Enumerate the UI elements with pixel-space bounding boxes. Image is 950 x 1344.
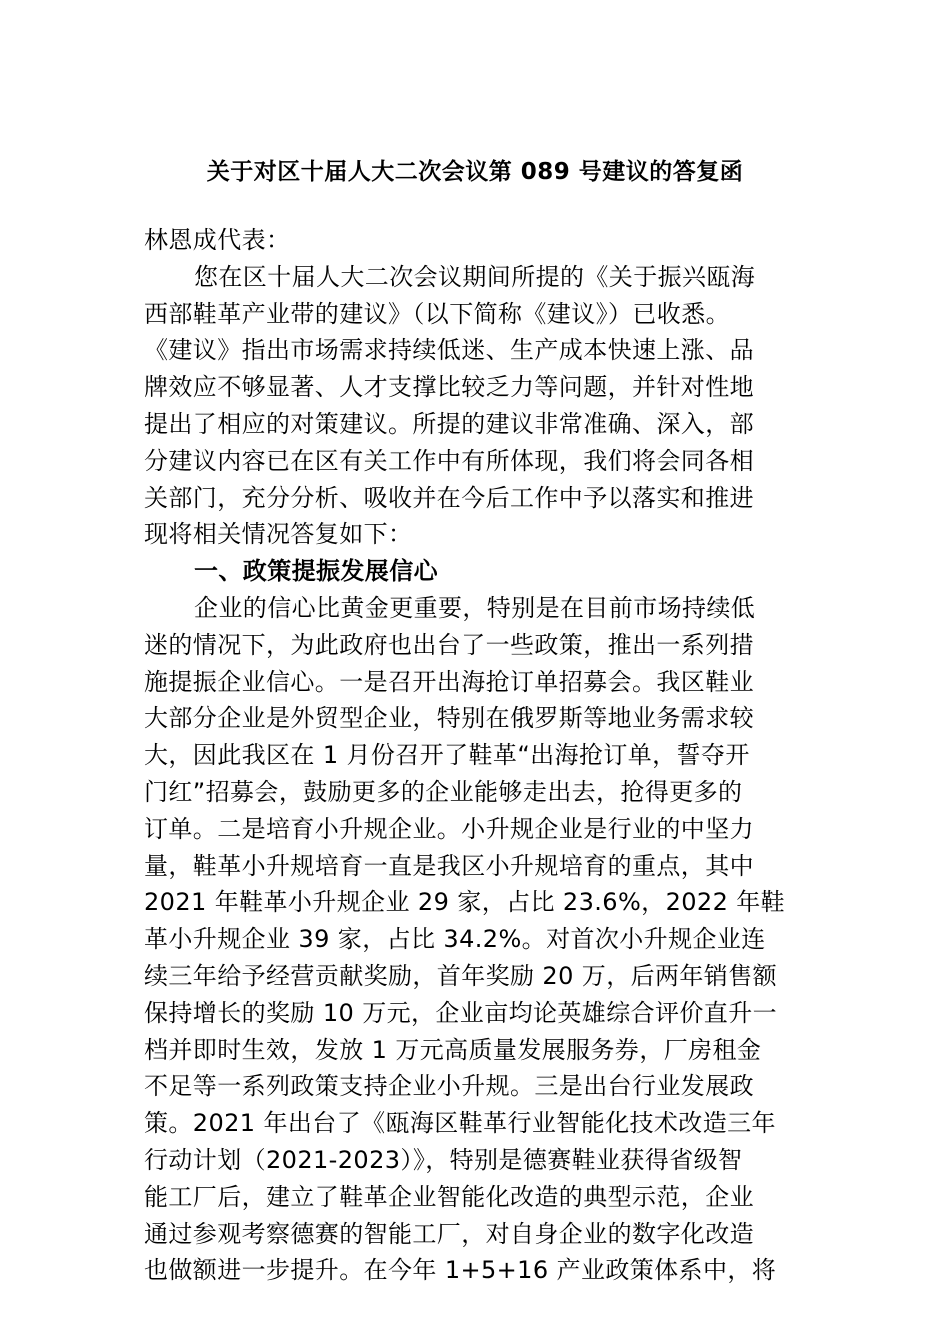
body-text-line: 策。2021 年出台了《瓯海区鞋革行业智能化技术改造三年 xyxy=(144,1109,776,1138)
body-text-line: 迷的情况下，为此政府也出台了一些政策，推出一系列措 xyxy=(144,630,754,659)
document-title: 关于对区十届人大二次会议第 089 号建议的答复函 xyxy=(206,159,744,185)
body-text-line: 关部门，充分分析、吸收并在今后工作中予以落实和推进 xyxy=(144,483,754,512)
body-text-line: 不足等一系列政策支持企业小升规。三是出台行业发展政 xyxy=(144,1072,754,1101)
body-text-line: 行动计划（2021-2023）》，特别是德赛鞋业获得省级智 xyxy=(144,1145,743,1174)
body-text-line: 现将相关情况答复如下： xyxy=(144,520,413,549)
body-text-line: 量，鞋革小升规培育一直是我区小升规培育的重点，其中 xyxy=(144,851,754,880)
body-text-line: 施提振企业信心。一是召开出海抢订单招募会。我区鞋业 xyxy=(144,667,754,696)
body-text-line: 牌效应不够显著、人才支撑比较乏力等问题，并针对性地 xyxy=(144,373,754,402)
salutation: 林恩成代表： xyxy=(144,226,291,254)
body-text-line: 大，因此我区在 1 月份召开了鞋革“出海抢订单，誓夺开 xyxy=(144,741,750,770)
body-text-line: 续三年给予经营贡献奖励，首年奖励 20 万，后两年销售额 xyxy=(144,961,777,990)
body-text-line: 门红”招募会，鼓励更多的企业能够走出去，抢得更多的 xyxy=(144,777,743,806)
section-heading: 一、政策提振发展信心 xyxy=(194,557,438,586)
document-body xyxy=(144,222,806,1289)
body-text-line: 《建议》指出市场需求持续低迷、生产成本快速上涨、品 xyxy=(144,336,754,365)
body-text-line: 2021 年鞋革小升规企业 29 家，占比 23.6%，2022 年鞋 xyxy=(144,888,786,917)
body-text-line: 保持增长的奖励 10 万元，企业亩均论英雄综合评价直升一 xyxy=(144,998,777,1027)
body-text-line: 西部鞋革产业带的建议》（以下简称《建议》）已收悉。 xyxy=(144,299,730,328)
body-text-line: 提出了相应的对策建议。所提的建议非常准确、深入，部 xyxy=(144,409,754,438)
body-text-line: 能工厂后，建立了鞋革企业智能化改造的典型示范，企业 xyxy=(144,1182,754,1211)
body-text-line: 档并即时生效，发放 1 万元高质量发展服务券，厂房租金 xyxy=(144,1035,762,1064)
body-text-line: 革小升规企业 39 家，占比 34.2%。对首次小升规企业连 xyxy=(144,925,766,954)
body-text-line: 分建议内容已在区有关工作中有所体现，我们将会同各相 xyxy=(144,446,754,475)
body-text-line: 您在区十届人大二次会议期间所提的《关于振兴瓯海 xyxy=(194,262,756,291)
body-text-line: 通过参观考察德赛的智能工厂，对自身企业的数字化改造 xyxy=(144,1219,754,1248)
body-text-line: 订单。二是培育小升规企业。小升规企业是行业的中坚力 xyxy=(144,814,754,843)
body-text-line: 大部分企业是外贸型企业，特别在俄罗斯等地业务需求较 xyxy=(144,704,754,733)
body-text-line: 企业的信心比黄金更重要，特别是在目前市场持续低 xyxy=(194,593,756,622)
body-text-line: 也做额进一步提升。在今年 1+5+16 产业政策体系中，将 xyxy=(144,1256,777,1285)
